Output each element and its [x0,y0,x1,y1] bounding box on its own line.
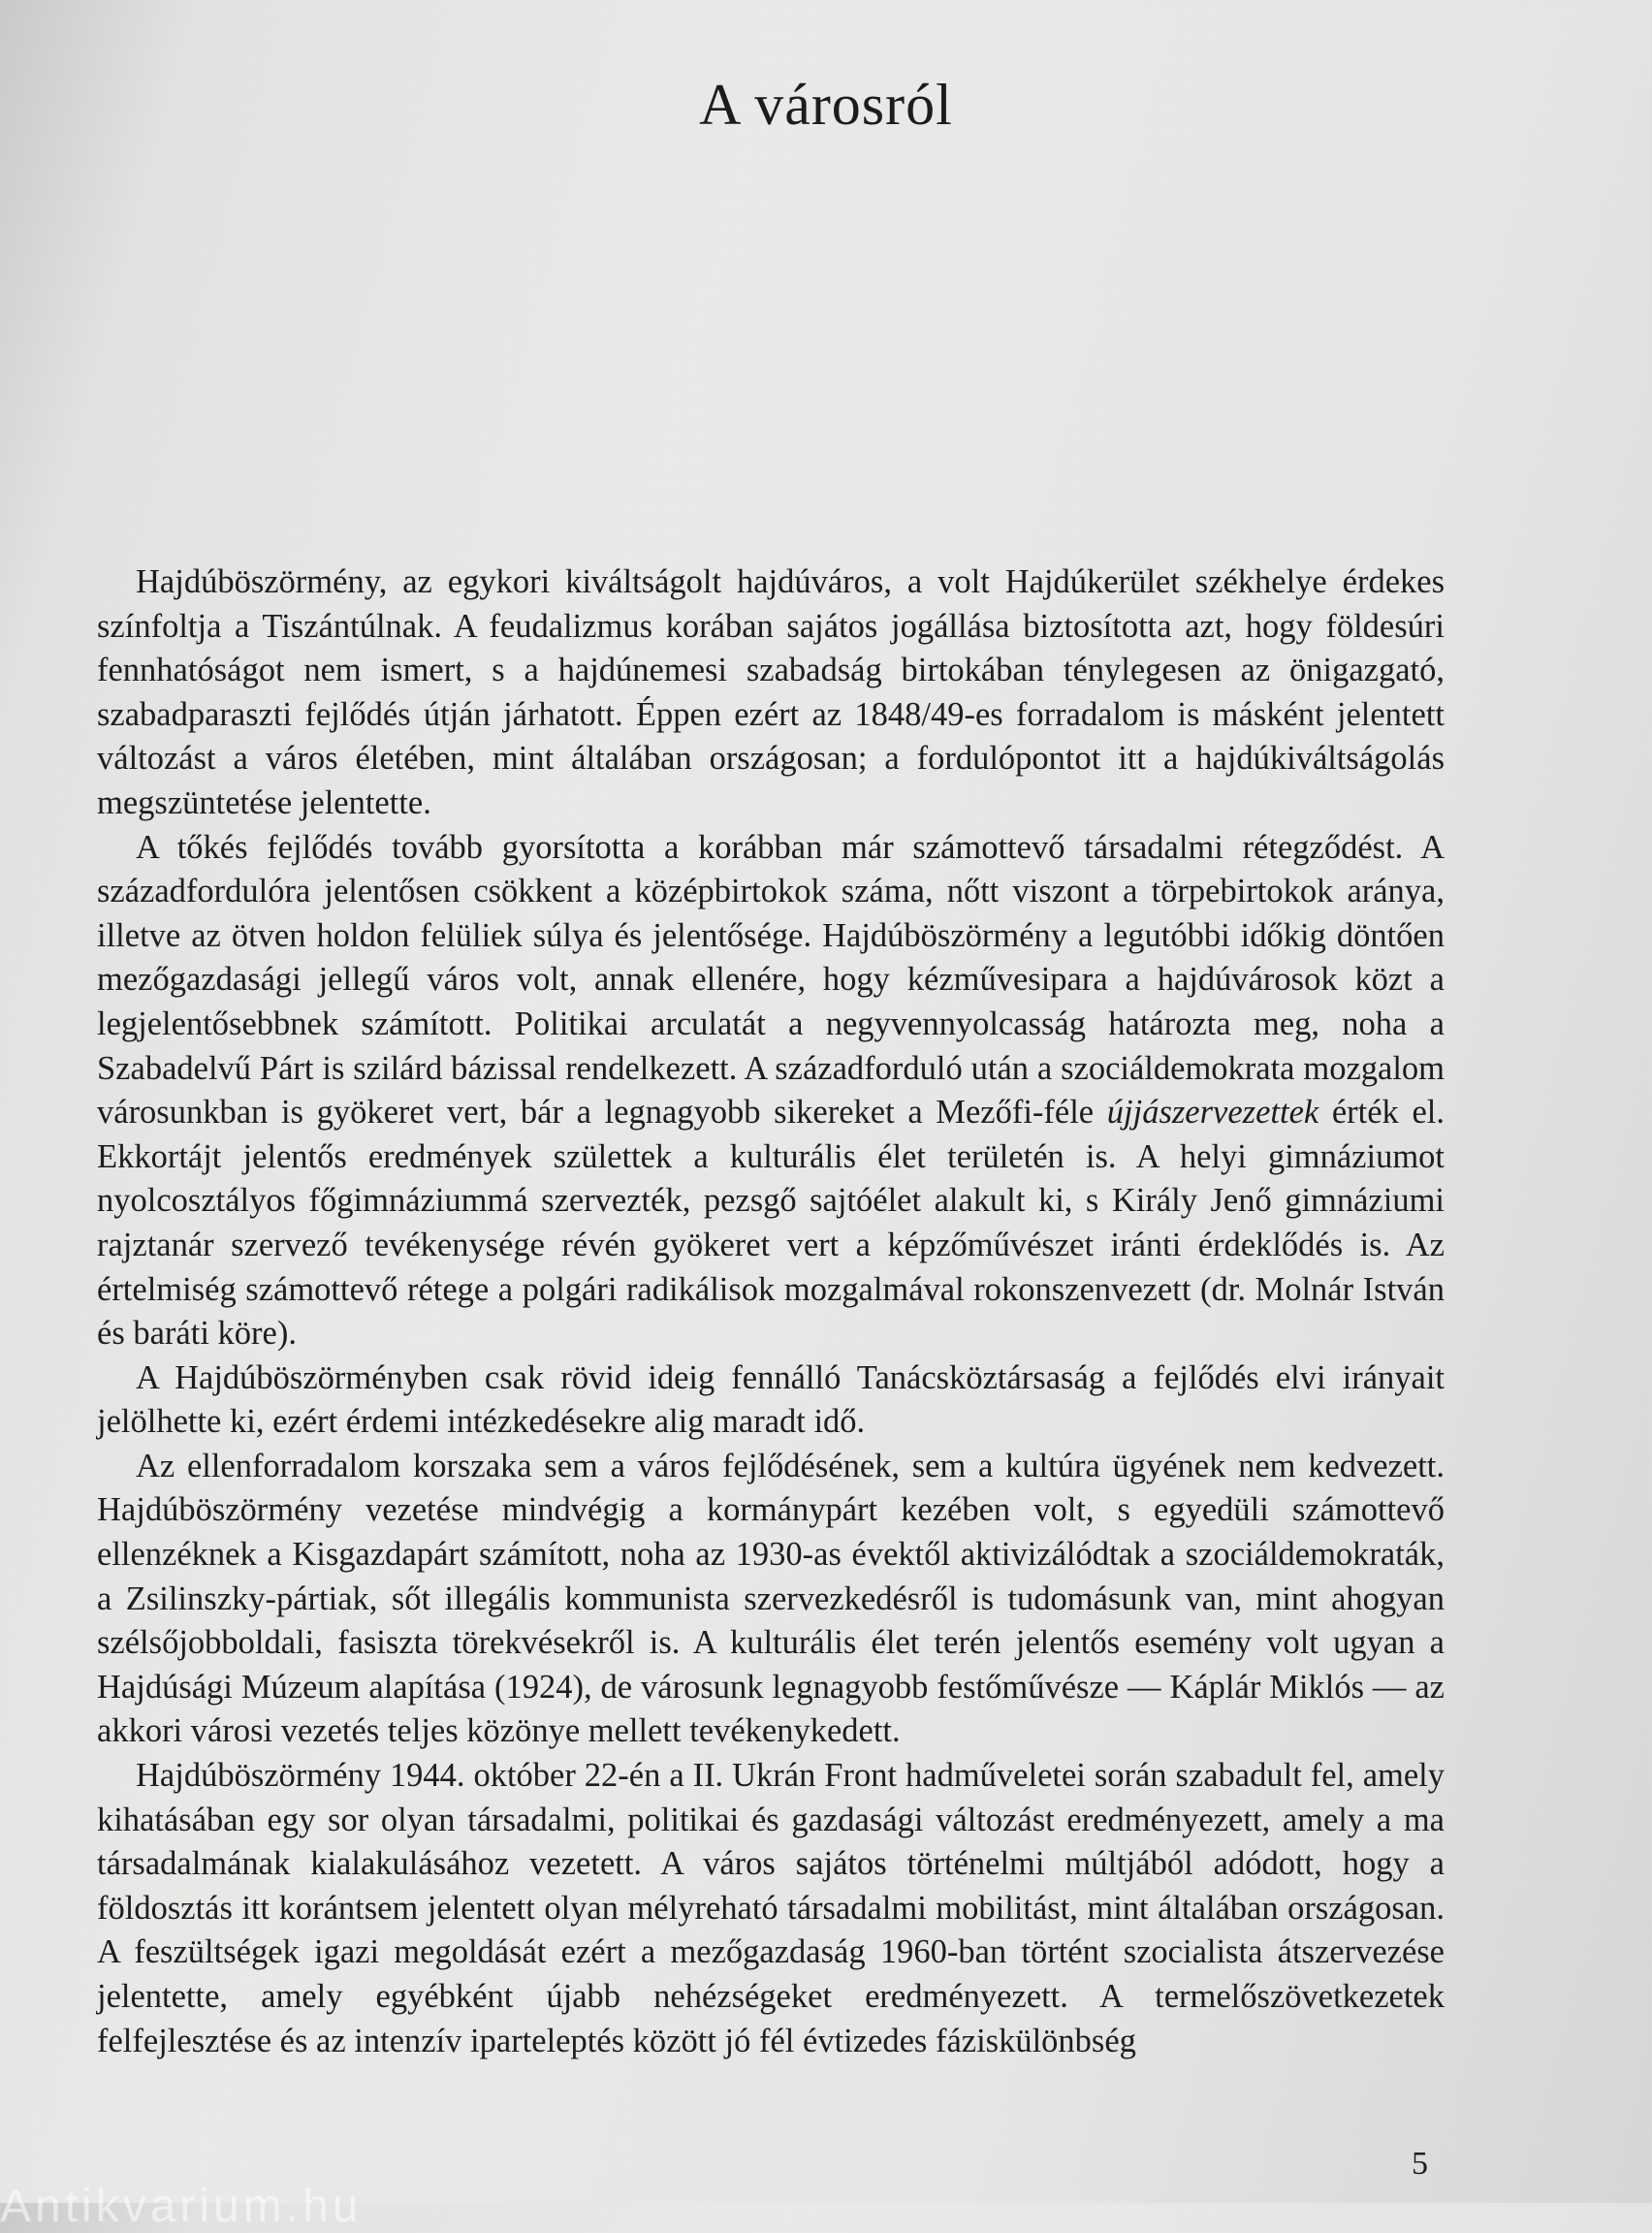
paragraph-text: Az ellenforradalom korszaka sem a város fejlődésének, sem a kultúra ügyének nem kedvezett. Hajdúböszörmény vezetése mindvégig a kormánypárt kezében volt, s egyedüli számottevő ellenzéknek a Kisgazdapárt számított, noha az 1930-as évektől aktivizálódtak a szociáldemokraták, a Zsilinszky-pártiak, sőt illegális kommunista szervezkedésről is tudomásunk van, mint ahogyan szélsőjobboldali, fasiszta törekvésekről is. A kulturális élet terén jelentős esemény volt ugyan a Hajdúsági Múzeum alapítása (1924), de városunk legnagyobb festőművésze — Káplár Miklós — az akkori városi vezetés teljes közönye mellett tevékenykedett. [97,1447,1445,1750]
paragraph-text: A Hajdúböszörményben csak rövid ideig fennálló Tanácsköztársaság a fejlődés elvi irányait jelölhette ki, ezért érdemi intézkedésekre alig maradt idő. [97,1358,1445,1441]
watermark: Antikvarium.hu [0,2181,363,2232]
paragraph-text: Hajdúböszörmény, az egykori kiváltságolt hajdúváros, a volt Hajdúkerület székhelye érdekes színfoltja a Tiszántúlnak. A feudalizmus korában sajátos jogállása biztosította azt, hogy földesúri fennhatóságot nem ismert, s a hajdúnemesi szabadság birtokában ténylegesen az önigazgató, szabadparaszti fejlődés útján járhatott. Éppen ezért az 1848/49-es forradalom is másként jelentett változást a város életében, mint általában országosan; a fordulópontot itt a hajdúkiváltságolás megszüntetése jelentette. [97,563,1445,821]
paragraph-4 [97,1445,1445,1754]
paragraph-text: érték el. Ekkortájt jelentős eredmények születtek a kulturális élet területén is. A helyi gimnáziumot nyolcosztályos főgimnáziummá szervezték, pezsgő sajtóélet alakult ki, s Király Jenő gimnáziumi rajztanár szervező tevékenysége révén gyökeret vert a képzőművészet iránti érdeklődés is. Az értelmiség számottevő rétege a polgári radikálisok mozgalmával rokonszenvezett (dr. Molnár István és baráti köre). [97,1094,1445,1353]
paragraph-1 [97,560,1445,826]
page-title: A városról [699,73,953,137]
paragraph-5 [97,1754,1445,2063]
italic-term: újjászervezettek [1106,1094,1319,1132]
page-number: 5 [1412,2146,1428,2182]
paragraph-2 [97,826,1445,1356]
paragraph-text: A tőkés fejlődés tovább gyorsította a korábban már számottevő társadalmi rétegződést. A századfordulóra jelentősen csökkent a középbirtokok száma, nőtt viszont a törpebirtokok aránya, illetve az ötven holdon felüliek súlya és jelentősége. Hajdúböszörmény a legutóbbi időkig döntően mezőgazdasági jellegű város volt, annak ellenére, hogy kézművesipara a hajdúvárosok közt a legjelentősebbnek számított. Politikai arculatát a negyvennyolcasság határozta meg, noha a Szabadelvű Párt is szilárd bázissal rendelkezett. A századforduló után a szociáldemokrata mozgalom városunkban is gyökeret vert, bár a legnagyobb sikereket a Mezőfi-féle [97,828,1445,1132]
paragraph-3 [97,1356,1445,1445]
paragraph-text: Hajdúböszörmény 1944. október 22-én a II. Ukrán Front hadműveletei során szabadult fel, amely kihatásában egy sor olyan társadalmi, politikai és gazdasági változást eredményezett, amely a ma társadalmának kialakulásához vezetett. A város sajátos történelmi múltjából adódott, hogy a földosztás itt korántsem jelentett olyan mélyreható társadalmi mobilitást, mint általában országosan. A feszültségek igazi megoldását ezért a mezőgazdaság 1960-ban történt szocialista átszervezése jelentette, amely egyébként újabb nehézségeket eredményezett. A termelőszövetkezetek felfejlesztése és az intenzív iparteleptés között jó fél évtizedes fáziskülönbség [97,1757,1445,2059]
body-text [97,560,1445,2063]
